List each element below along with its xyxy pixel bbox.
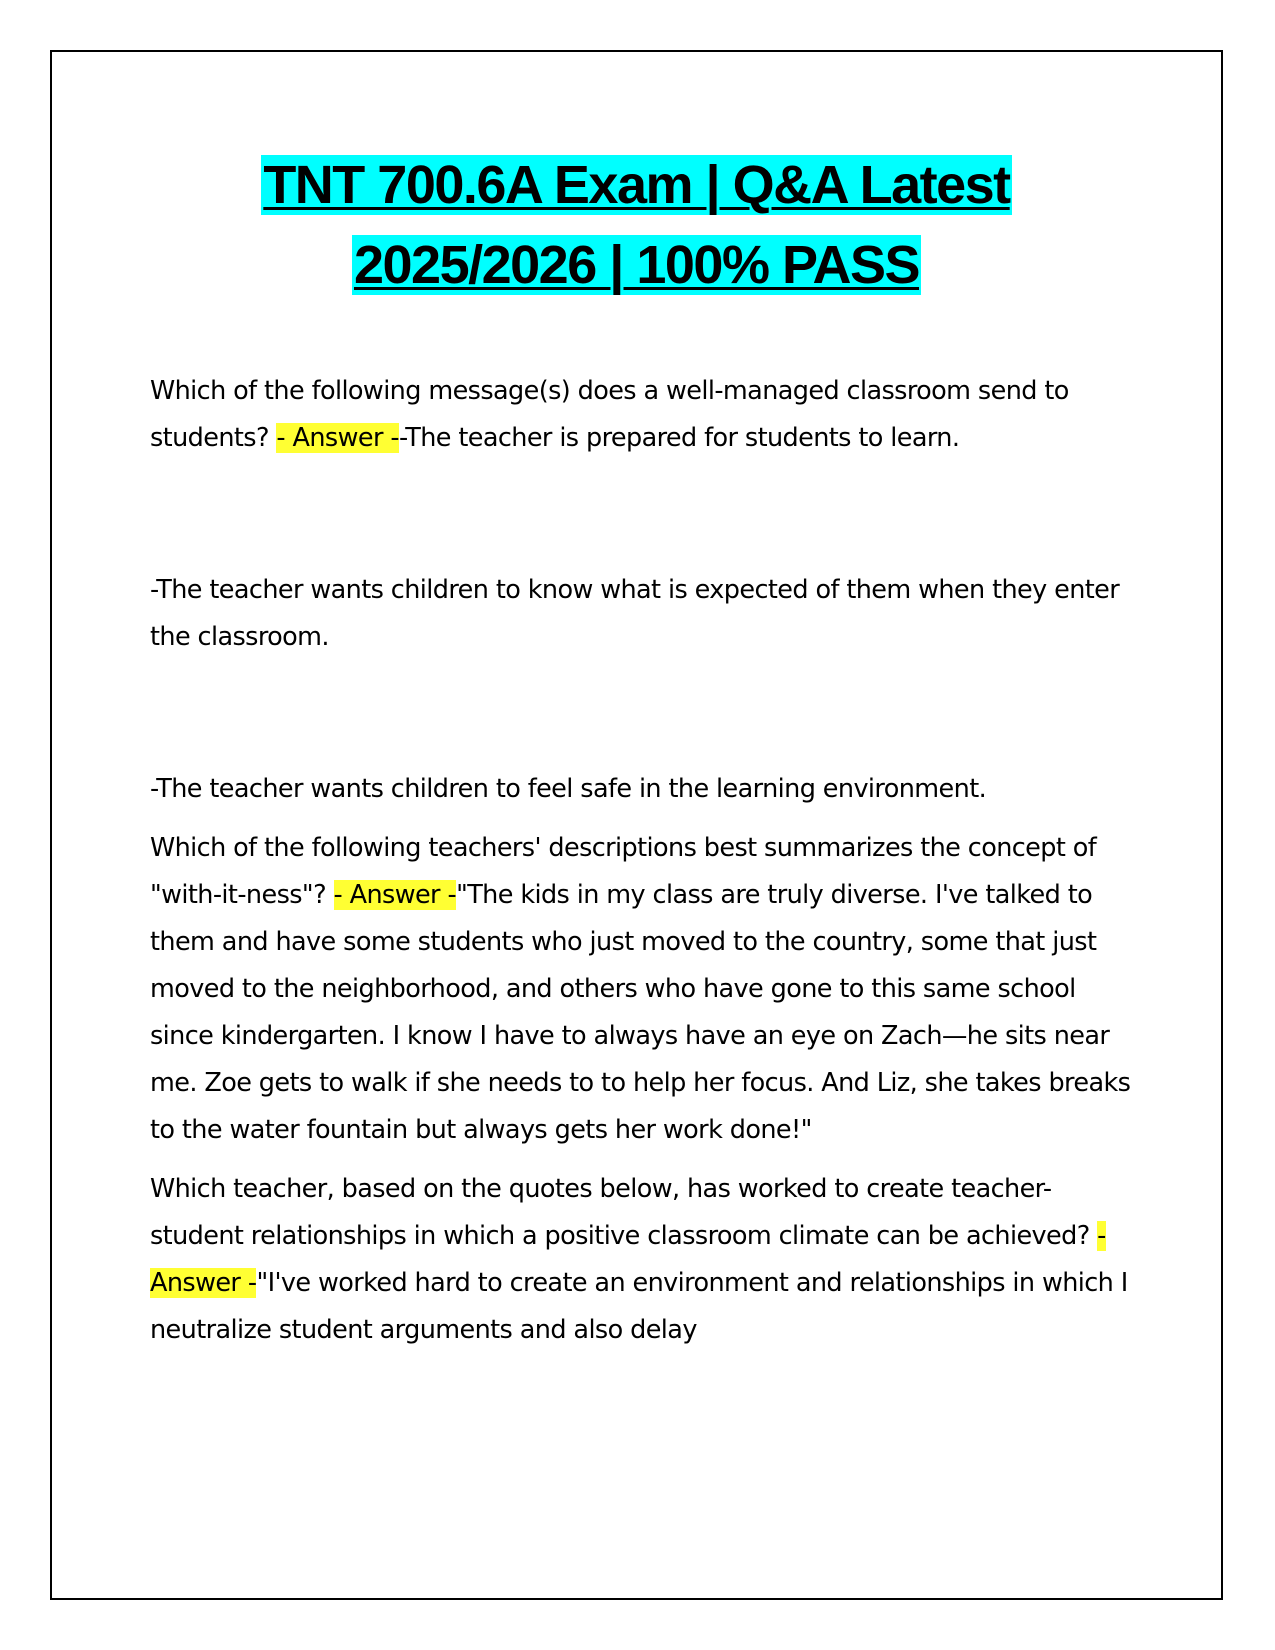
answer-continuation: -The teacher wants children to know what is expected of them when they enter the classroom. (150, 575, 1120, 652)
answer-text: "The kids in my class are truly diverse. I've talked to them and have some students who just moved to the country, some that just moved to the neighborhood, and others who have gone to this same school since kindergarten. I know I have to always have an eye on Zach—he sits near me. Zoe gets to walk if she needs to to help her focus. And Liz, she takes breaks to the water fountain but always gets her work done!" (150, 880, 1131, 1145)
qa-item-1 (150, 368, 1135, 462)
qa-item-3 (150, 1166, 1135, 1354)
question-text: Which of the following message(s) does a well-managed classroom send to students? (150, 376, 1069, 453)
answer-marker: - Answer - (333, 880, 457, 910)
document-title (50, 145, 1223, 305)
qa-content (150, 368, 1135, 1354)
answer-text: "I've worked hard to create an environment and relationships in which I neutralize student arguments and also delay (150, 1268, 1128, 1345)
qa-item-2 (150, 825, 1135, 1154)
title-line-1: TNT 700.6A Exam | Q&A Latest (263, 155, 1010, 215)
question-text: Which teacher, based on the quotes below, has worked to create teacher-student relationships in which a positive classroom climate can be achieved? (150, 1174, 1098, 1251)
title-line-2: 2025/2026 | 100% PASS (353, 235, 920, 295)
answer-text: -The teacher is prepared for students to learn. (398, 423, 960, 453)
answer-marker: - Answer - (150, 1221, 1106, 1298)
answer-marker: - Answer - (276, 423, 399, 453)
question-text: Which of the following teachers' descriptions best summarizes the concept of "with-it-ness"? (150, 833, 1097, 910)
answer-continuation: -The teacher wants children to feel safe in the learning environment. (150, 774, 987, 804)
